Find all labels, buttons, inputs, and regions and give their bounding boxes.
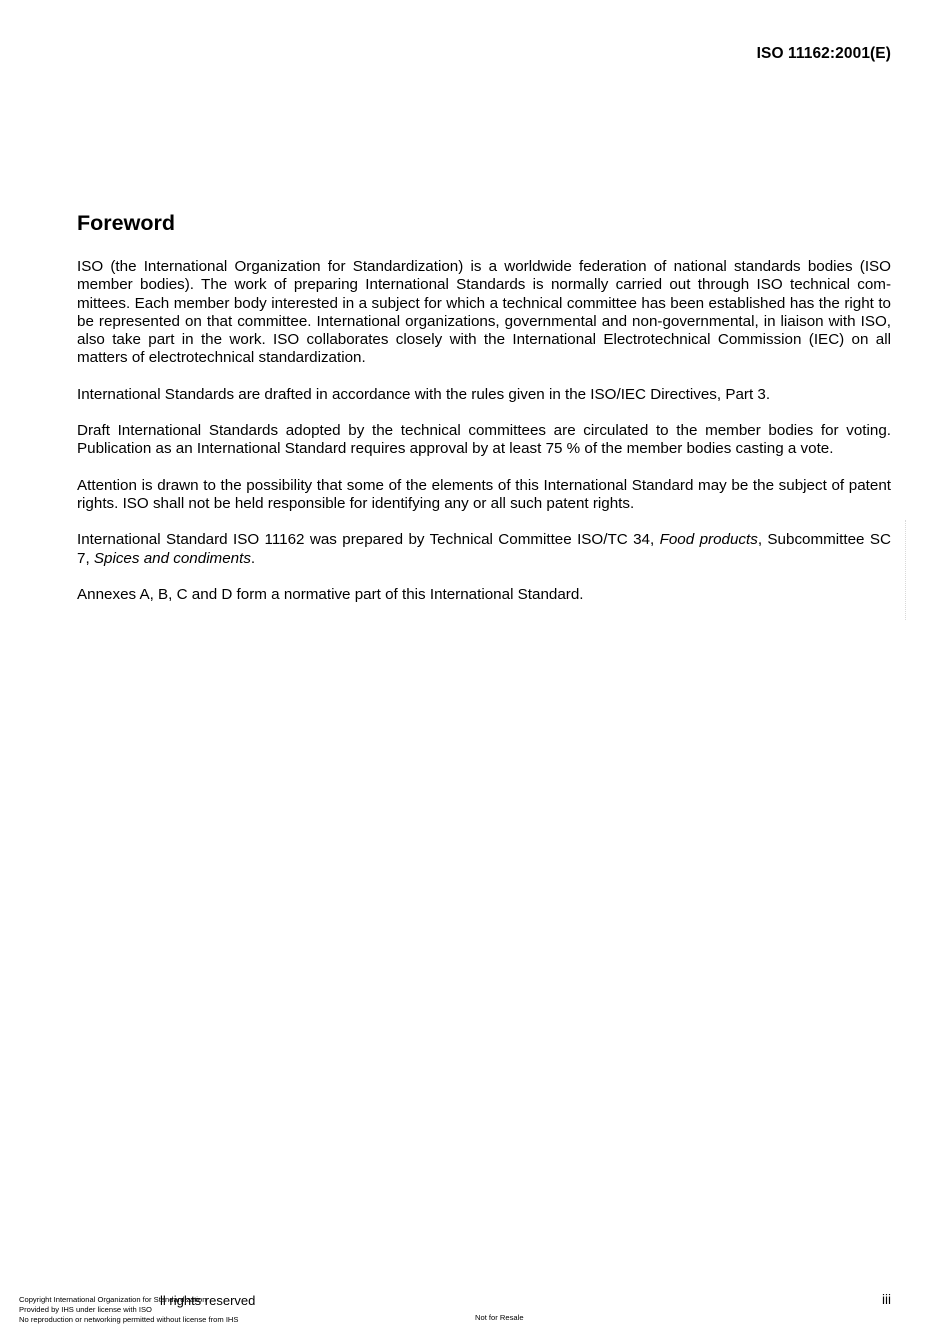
foreword-heading: Foreword: [77, 211, 175, 235]
footer-rights-reserved: ll rights reserved: [160, 1293, 256, 1308]
paragraph-patent-rights: Attention is drawn to the possibility that some of the elements of this International Standard may be the subject of patent rights. ISO shall not be held responsible for identifying any or all such patent rights.: [77, 476, 891, 512]
paragraph-iso-description: ISO (the International Organization for Standardization) is a worldwide federation of national standards bodies (ISO member bodies). The work of preparing International Standards is normally carried out through ISO technical committees. Each member body interested in a subject for which a technical committee has been established has the right to be represented on that committee. International organizations, governmental and non-governmental, in liaison with ISO, also take part in the work. ISO collaborates closely with the International Electrotechnical Commission (IEC) on all matters of electrotechnical standardization.: [77, 258, 891, 367]
committee-name: Food products: [659, 531, 758, 549]
paragraph-directives: International Standards are drafted in accordance with the rules given in the ISO/IEC Directives, Part 3.: [77, 385, 771, 403]
footer-not-for-resale: Not for Resale: [475, 1313, 524, 1322]
copyright-line-3: No reproduction or networking permitted without license from IHS: [19, 1314, 239, 1324]
paragraph-voting: Draft International Standards adopted by the technical committees are circulated to the member bodies for voting. Publication as an International Standard requires approval by at least 75 % of the member bodies casting a vote.: [77, 422, 891, 458]
committee-text-after: .: [250, 549, 256, 567]
paragraph-committee: [77, 531, 891, 568]
foreword-body: [77, 258, 891, 622]
committee-text-middle: , Subcommittee SC 7,: [77, 531, 891, 567]
copyright-line-2: Provided by IHS under license with ISO: [19, 1304, 152, 1314]
side-margin-mark: [905, 520, 914, 620]
copyright-line-1: Copyright International Organization for Standardization: [19, 1295, 207, 1304]
document-id: ISO 11162:2001(E): [756, 45, 891, 62]
committee-text-before: International Standard ISO 11162 was prepared by Technical Committee ISO/TC 34,: [77, 531, 660, 549]
footer-copyright: [19, 1295, 238, 1324]
paragraph-annexes: Annexes A, B, C and D form a normative part of this International Standard.: [77, 585, 584, 603]
subcommittee-name: Spices and condiments: [93, 549, 251, 567]
page-number: iii: [882, 1292, 891, 1307]
